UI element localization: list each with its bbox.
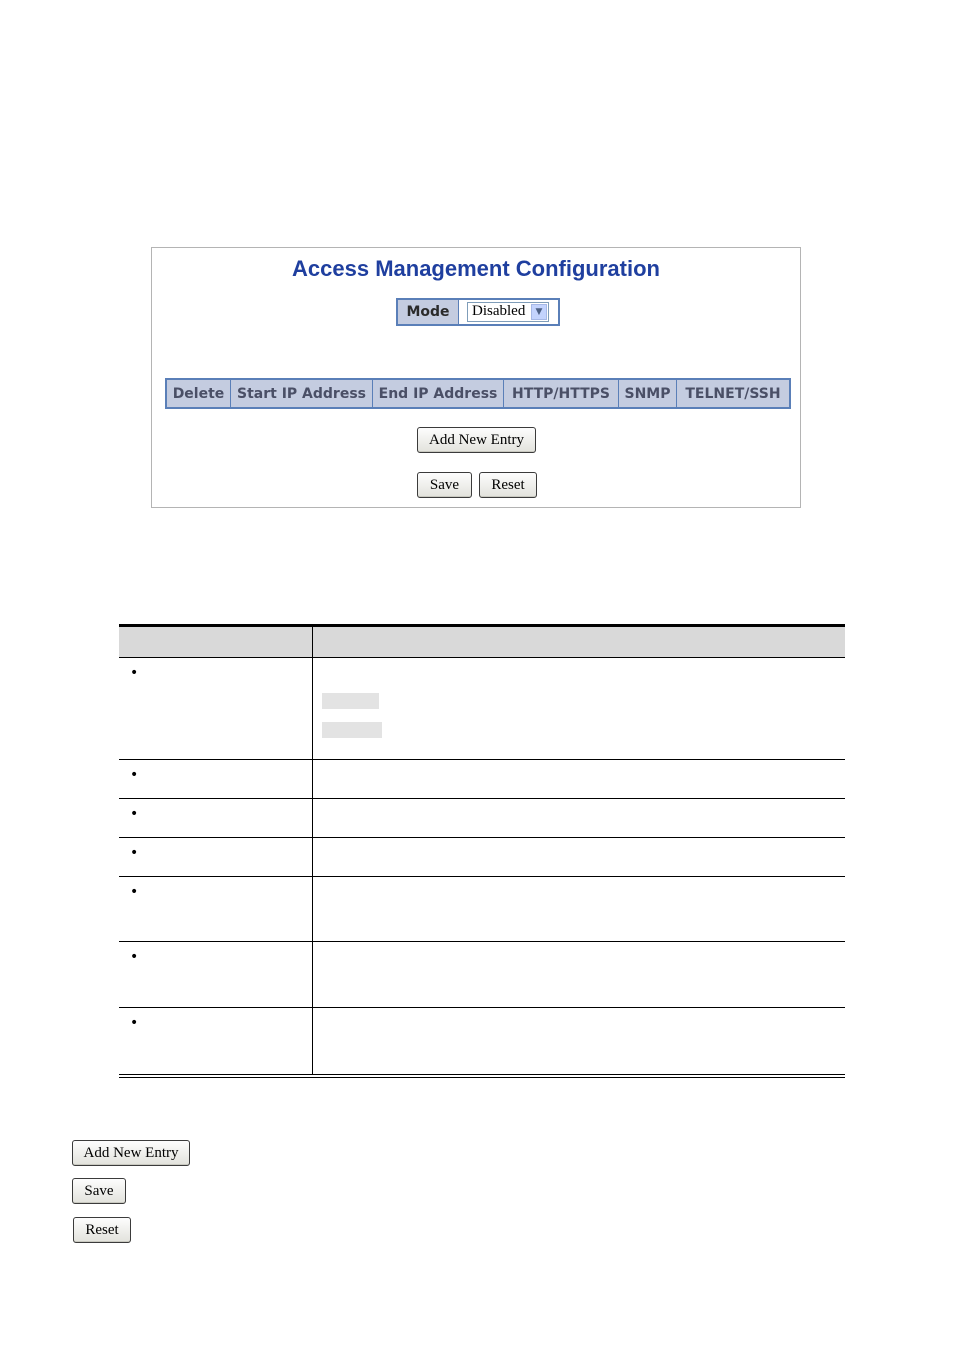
access-entries-table-header bbox=[165, 378, 791, 409]
column-start-ip: Start IP Address bbox=[231, 380, 373, 407]
object-description-table bbox=[119, 624, 845, 1078]
mode-setting bbox=[396, 298, 560, 326]
column-end-ip: End IP Address bbox=[373, 380, 504, 407]
mode-select[interactable] bbox=[467, 302, 549, 322]
option-highlight bbox=[322, 722, 382, 738]
table-row bbox=[119, 838, 845, 877]
mode-select-value: Disabled bbox=[472, 303, 526, 319]
table-row bbox=[119, 760, 845, 799]
legend-reset-button[interactable]: Reset bbox=[73, 1217, 131, 1243]
legend-add-new-entry-button[interactable]: Add New Entry bbox=[72, 1140, 190, 1166]
table-row bbox=[119, 799, 845, 838]
bullet-icon: • bbox=[130, 884, 139, 900]
table-row bbox=[119, 658, 845, 760]
column-delete: Delete bbox=[167, 380, 231, 407]
column-snmp: SNMP bbox=[619, 380, 677, 407]
bullet-icon: • bbox=[130, 949, 139, 965]
table-row bbox=[119, 942, 845, 1008]
reset-button[interactable]: Reset bbox=[479, 472, 537, 498]
bullet-icon: • bbox=[130, 1015, 139, 1031]
access-management-panel bbox=[151, 247, 801, 508]
column-http-https: HTTP/HTTPS bbox=[504, 380, 619, 407]
save-button[interactable]: Save bbox=[417, 472, 472, 498]
column-telnet-ssh: TELNET/SSH bbox=[685, 385, 781, 402]
bullet-icon: • bbox=[130, 845, 139, 861]
option-highlight bbox=[322, 693, 379, 709]
legend-save-button[interactable]: Save bbox=[72, 1178, 126, 1204]
add-new-entry-button[interactable]: Add New Entry bbox=[417, 427, 536, 453]
mode-label: Mode bbox=[398, 300, 459, 324]
page-title: Access Management Configuration bbox=[292, 256, 660, 281]
chevron-down-icon[interactable]: ▼ bbox=[531, 304, 547, 320]
bullet-icon: • bbox=[130, 767, 139, 783]
bullet-icon: • bbox=[130, 665, 139, 681]
table-row bbox=[119, 1008, 845, 1074]
bullet-icon: • bbox=[130, 806, 139, 822]
table-header-row bbox=[119, 627, 845, 658]
table-row bbox=[119, 877, 845, 942]
